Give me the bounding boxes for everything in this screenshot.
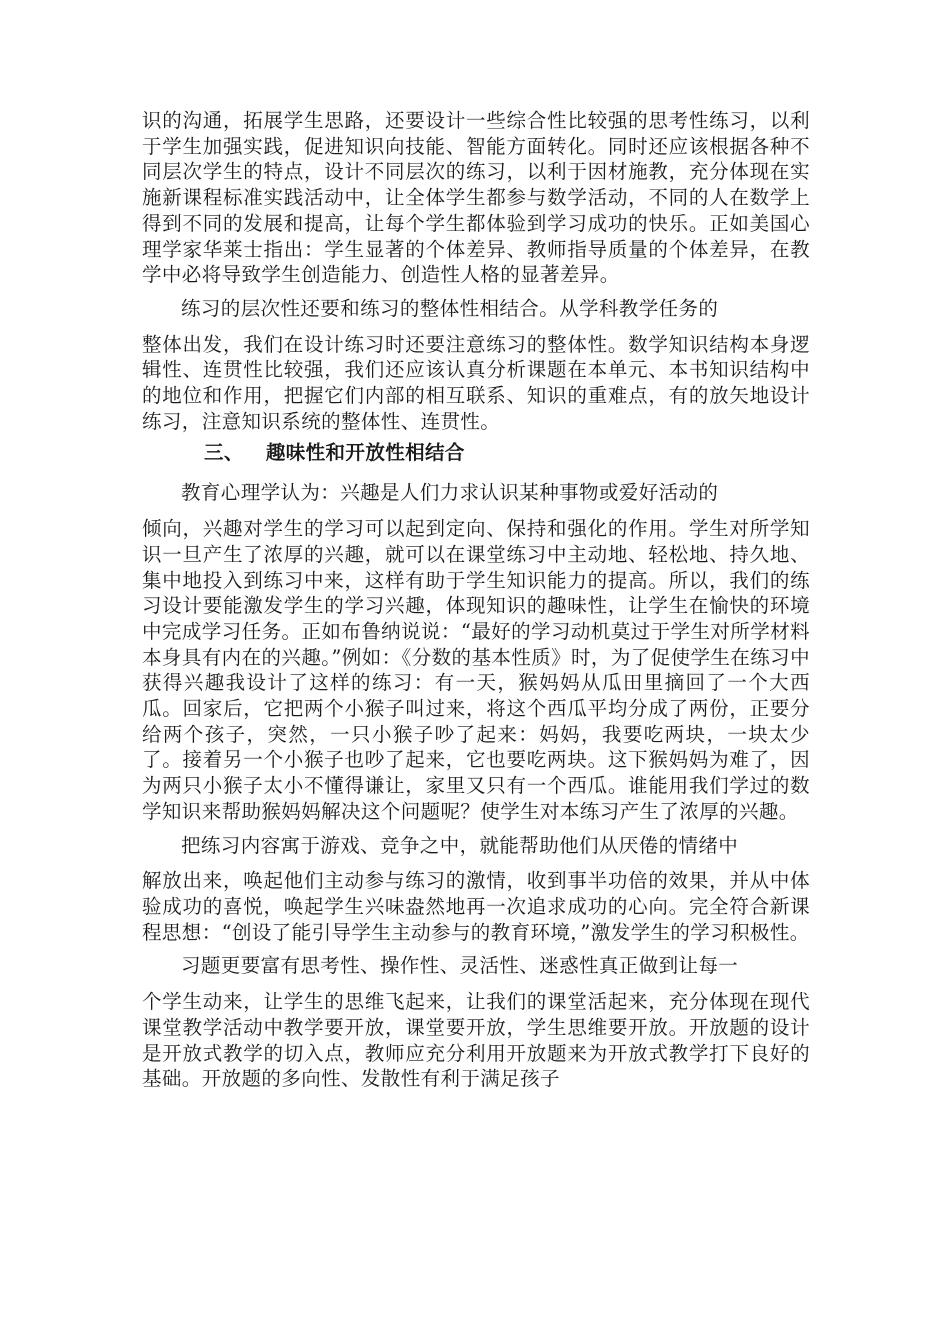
paragraph-gap bbox=[142, 288, 810, 296]
paragraph-hierarchy-integrity bbox=[142, 296, 810, 435]
paragraph-games bbox=[142, 833, 810, 946]
section-heading-text: 趣味性和开放性相结合 bbox=[265, 441, 465, 465]
paragraph-first-line: 练习的层次性还要和练习的整体性相结合。从学科教学任务的 bbox=[181, 296, 719, 320]
paragraph-body: 整体出发，我们在设计练习时还要注意练习的整体性。数学知识结构本身逻辑性、连贯性比较强，我们还应该认真分析课题在本单元、本书知识结构中的地位和作用，把握它们内部的相互联系、知识的重难点，有的放矢地设计练习，注意知识系统的整体性、连贯性。 bbox=[142, 332, 810, 433]
paragraph-gap bbox=[142, 945, 810, 953]
intro-paragraph bbox=[142, 108, 810, 288]
paragraph-gap bbox=[142, 825, 810, 833]
paragraph-body: 解放出来，唤起他们主动参与练习的激情，收到事半功倍的效果，并从中体验成功的喜悦，唤起学生兴味盎然地再一次追求成功的心向。完全符合新课程思想：“创设了能引导学生主动参与的教育环境，”激发学生的学习积极性。 bbox=[142, 869, 810, 944]
intro-paragraph-text: 识的沟通，拓展学生思路，还要设计一些综合性比较强的思考性练习，以利于学生加强实践，促进知识向技能、智能方面转化。同时还应该根据各种不同层次学生的特点，设计不同层次的练习，以利于因材施教，充分体现在实施新课程标准实践活动中，让全体学生都参与数学活动，不同的人在数学上得到不同的发展和提高，让每个学生都体验到学习成功的快乐。正如美国心理学家华莱士指出：学生显著的个体差异、教师指导质量的个体差异，在教学中必将导致学生创造能力、创造性人格的显著差异。 bbox=[142, 109, 810, 287]
paragraph-interest bbox=[142, 480, 810, 824]
paragraph-body: 倾向，兴趣对学生的学习可以起到定向、保持和强化的作用。学生对所学知识一旦产生了浓厚的兴趣，就可以在课堂练习中主动地、轻松地、持久地、集中地投入到练习中来，这样有助于学生知识能力的提高。所以，我们的练习设计要能激发学生的学习兴趣，体现知识的趣味性，让学生在愉快的环境中完成学习任务。正如布鲁纳说说：“最好的学习动机莫过于学生对所学材料本身具有内在的兴趣。”例如：《分数的基本性质》时，为了促使学生在练习中获得兴趣我设计了这样的练习：有一天，猴妈妈从瓜田里摘回了一个大西瓜。回家后，它把两个小猴子叫过来，将这个西瓜平均分成了两份，正要分给两个孩子，突然，一只小猴子吵了起来：妈妈，我要吃两块，一块太少了。接着另一个小猴子也吵了起来，它也要吃两块。这下猴妈妈为难了，因为两只小猴子太小不懂得谦让，家里又只有一个西瓜。谁能用我们学过的数学知识来帮助猴妈妈解决这个问题呢？使学生对本练习产生了浓厚的兴趣。 bbox=[142, 517, 810, 823]
section-heading bbox=[142, 440, 810, 466]
paragraph-body: 个学生动来，让学生的思维飞起来，让我们的课堂活起来，充分体现在现代课堂教学活动中教学要开放，课堂要开放，学生思维要开放。开放题的设计是开放式教学的切入点，教师应充分利用开放题来为开放式教学打下良好的基础。开放题的多向性、发散性有利于满足孩子 bbox=[142, 990, 810, 1091]
paragraph-first-line: 教育心理学认为：兴趣是人们力求认识某种事物或爱好活动的 bbox=[181, 481, 719, 505]
paragraph-open-questions bbox=[142, 953, 810, 1092]
paragraph-first-line: 把练习内容寓于游戏、竞争之中，就能帮助他们从厌倦的情绪中 bbox=[181, 833, 739, 857]
section-heading-number: 三、 bbox=[204, 441, 244, 465]
paragraph-first-line: 习题更要富有思考性、操作性、灵活性、迷惑性真正做到让每一 bbox=[181, 954, 739, 978]
document-page bbox=[142, 108, 810, 1092]
